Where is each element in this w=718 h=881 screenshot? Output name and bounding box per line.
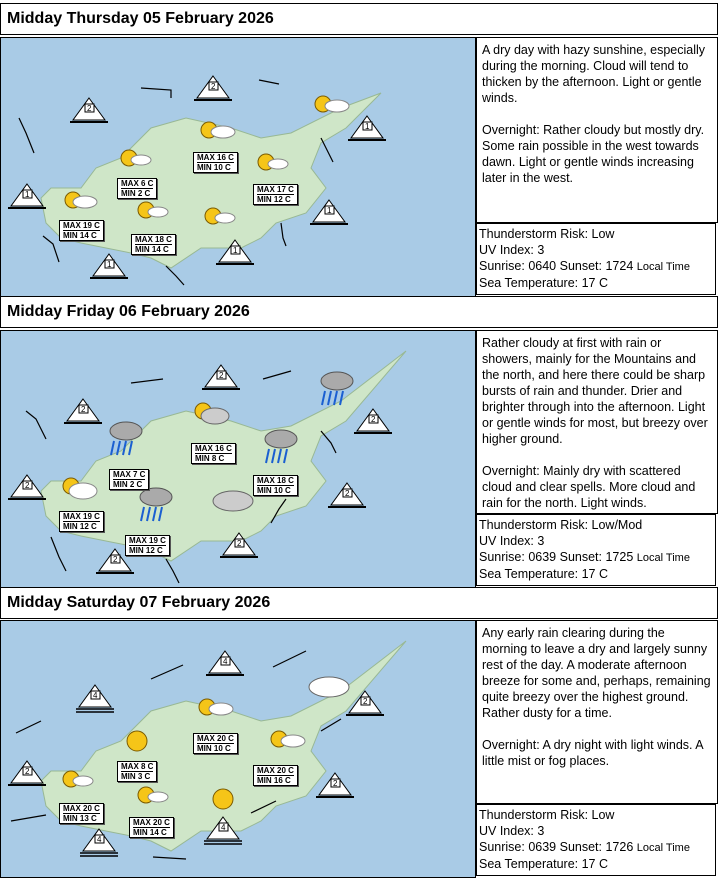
wind-arrow-icon xyxy=(166,559,179,583)
sun-times: Sunrise: 0640 Sunset: 1724 Local Time xyxy=(479,259,690,273)
svg-text:2: 2 xyxy=(25,481,30,490)
day-header xyxy=(0,587,718,619)
sea-temperature: Sea Temperature: 17 C xyxy=(479,276,609,290)
temperature-box: MAX 20 C MIN 16 C xyxy=(253,765,298,786)
day-title: Midday Thursday 05 February 2026 xyxy=(7,10,274,27)
boat-icon xyxy=(328,483,366,507)
boat-icon xyxy=(64,399,102,423)
svg-text:1: 1 xyxy=(233,246,238,255)
svg-text:2: 2 xyxy=(237,539,242,548)
svg-text:1: 1 xyxy=(25,190,30,199)
boat-icon xyxy=(90,254,128,278)
svg-text:2: 2 xyxy=(211,82,216,91)
day-header xyxy=(0,3,718,35)
sun-cloud-icon xyxy=(201,122,235,138)
boat-icon xyxy=(202,365,240,389)
sun-times: Sunrise: 0639 Sunset: 1726 Local Time xyxy=(479,840,690,854)
svg-text:4: 4 xyxy=(221,823,226,832)
temperature-box: MAX 19 C MIN 12 C xyxy=(125,535,170,556)
boat-icon xyxy=(206,651,244,675)
forecast-description-panel xyxy=(476,330,718,514)
boat-icon xyxy=(194,76,232,100)
thunderstorm-risk: Thunderstorm Risk: Low xyxy=(479,808,615,822)
temperature-box: MAX 16 C MIN 10 C xyxy=(193,152,238,173)
uv-index: UV Index: 3 xyxy=(479,824,545,838)
wind-arrow-icon xyxy=(259,80,279,84)
temperature-box: MAX 16 C MIN 8 C xyxy=(191,443,236,464)
temperature-box: MAX 20 C MIN 14 C xyxy=(129,817,174,838)
weather-map xyxy=(0,330,476,588)
svg-text:2: 2 xyxy=(81,405,86,414)
wind-arrow-icon xyxy=(153,857,186,859)
cyprus-map xyxy=(1,331,475,587)
forecast-description: A dry day with hazy sunshine, especially during the morning. Cloud will tend to thicken by the afternoon. Light or gentle winds. Overnight: Rather cloudy but mostly dry. Some rain possible in the west towards dawn. Light or gentle winds increasing later in the west. xyxy=(482,43,706,185)
boat-icon xyxy=(8,761,46,785)
boat-icon xyxy=(70,98,108,122)
boat-icon xyxy=(80,829,118,856)
boat-icon xyxy=(8,475,46,499)
forecast-stats xyxy=(476,223,716,295)
wind-arrow-icon xyxy=(141,88,171,98)
sea-temperature: Sea Temperature: 17 C xyxy=(479,857,609,871)
wind-arrow-icon xyxy=(281,223,286,246)
day-title: Midday Saturday 07 February 2026 xyxy=(7,594,271,611)
svg-text:1: 1 xyxy=(327,206,332,215)
boat-icon xyxy=(76,685,114,712)
boat-icon xyxy=(354,409,392,433)
wind-arrow-icon xyxy=(26,411,46,439)
wind-arrow-icon xyxy=(321,431,336,453)
svg-text:2: 2 xyxy=(333,779,338,788)
wind-arrow-icon xyxy=(11,815,46,821)
svg-text:2: 2 xyxy=(371,415,376,424)
wind-arrow-icon xyxy=(51,537,66,571)
cloud-icon xyxy=(309,677,349,697)
sun-times: Sunrise: 0639 Sunset: 1725 Local Time xyxy=(479,550,690,564)
svg-text:2: 2 xyxy=(113,555,118,564)
wind-arrow-icon xyxy=(16,721,41,733)
wind-arrow-icon xyxy=(43,236,59,262)
svg-text:1: 1 xyxy=(107,260,112,269)
temperature-box: MAX 18 C MIN 14 C xyxy=(131,234,176,255)
thunderstorm-risk: Thunderstorm Risk: Low/Mod xyxy=(479,518,643,532)
temperature-box: MAX 20 C MIN 13 C xyxy=(59,803,104,824)
cyprus-map xyxy=(1,38,475,296)
boat-icon xyxy=(310,200,348,224)
svg-text:4: 4 xyxy=(97,835,102,844)
boat-icon xyxy=(8,184,46,208)
cyprus-map xyxy=(1,621,475,877)
temperature-box: MAX 7 C MIN 2 C xyxy=(109,469,149,490)
forecast-description-panel xyxy=(476,620,718,804)
forecast-description: Rather cloudy at first with rain or showers, mainly for the Mountains and the north, and here there could be sharp bursts of rain and thunder. Drier and brighter through into the afternoon. Light or gentle winds for most, but breezy over higher ground. Overnight: Mainly dry with scattered cloud and clear spells. More cloud and rain for the north. Light winds. xyxy=(482,336,708,510)
temperature-box: MAX 19 C MIN 14 C xyxy=(59,220,104,241)
temperature-box: MAX 8 C MIN 3 C xyxy=(117,761,157,782)
temperature-box: MAX 18 C MIN 10 C xyxy=(253,475,298,496)
wind-arrow-icon xyxy=(151,665,183,679)
forecast-stats xyxy=(476,804,716,876)
wind-arrow-icon xyxy=(166,266,184,285)
svg-text:2: 2 xyxy=(87,104,92,113)
svg-text:1: 1 xyxy=(365,122,370,131)
wind-arrow-icon xyxy=(19,118,34,153)
svg-text:4: 4 xyxy=(93,691,98,700)
wind-arrow-icon xyxy=(131,379,163,383)
day-title: Midday Friday 06 February 2026 xyxy=(7,303,250,320)
svg-text:2: 2 xyxy=(345,489,350,498)
wind-arrow-icon xyxy=(273,651,306,667)
sea-temperature: Sea Temperature: 17 C xyxy=(479,567,609,581)
cloud-icon xyxy=(213,491,253,511)
sun-icon xyxy=(127,731,147,751)
weather-map xyxy=(0,37,476,297)
sun-icon xyxy=(213,789,233,809)
svg-text:2: 2 xyxy=(25,767,30,776)
temperature-box: MAX 20 C MIN 10 C xyxy=(193,733,238,754)
uv-index: UV Index: 3 xyxy=(479,243,545,257)
uv-index: UV Index: 3 xyxy=(479,534,545,548)
wind-arrow-icon xyxy=(321,138,333,162)
temperature-box: MAX 6 C MIN 2 C xyxy=(117,178,157,199)
forecast-stats xyxy=(476,514,716,586)
weather-map xyxy=(0,620,476,878)
forecast-description-panel xyxy=(476,37,718,223)
svg-text:2: 2 xyxy=(363,697,368,706)
thunderstorm-risk: Thunderstorm Risk: Low xyxy=(479,227,615,241)
wind-arrow-icon xyxy=(263,371,291,379)
forecast-description: Any early rain clearing during the morning to leave a dry and largely sunny rest of the day. A moderate afternoon breeze for some and, perhaps, remaining quite breezy over the highest ground. Rather dusty for a time. Overnight: A dry night with light winds. A little mist or fog places. xyxy=(482,626,711,768)
sun-cloud-icon xyxy=(199,699,233,715)
temperature-box: MAX 17 C MIN 12 C xyxy=(253,184,298,205)
day-header xyxy=(0,296,718,328)
svg-text:2: 2 xyxy=(219,371,224,380)
temperature-box: MAX 19 C MIN 12 C xyxy=(59,511,104,532)
sun-cloud-icon xyxy=(315,96,349,112)
svg-text:4: 4 xyxy=(223,657,228,666)
